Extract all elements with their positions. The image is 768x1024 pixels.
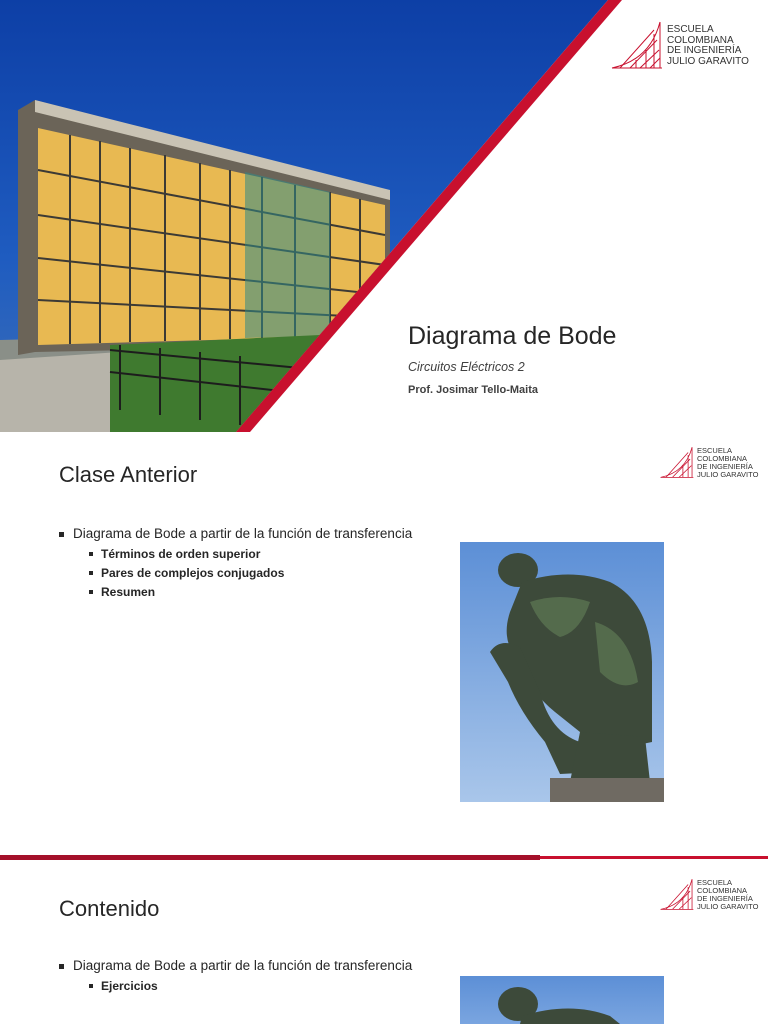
presentation-title: Diagrama de Bode: [408, 322, 617, 350]
slide-divider: [0, 855, 540, 860]
slide-heading: Clase Anterior: [59, 462, 198, 487]
school-logo: [659, 446, 758, 480]
logo-emblem-icon: [610, 20, 664, 72]
bullet-list: [59, 958, 412, 998]
list-item: Resumen: [59, 585, 412, 599]
school-logo: [610, 20, 749, 72]
logo-emblem-icon: [659, 446, 695, 480]
title-slide: [0, 0, 768, 432]
school-logo: [659, 878, 758, 912]
bullet-list: [59, 526, 412, 604]
logo-text: ESCUELA COLOMBIANA DE INGENIERÍA JULIO GARAVITO: [697, 446, 759, 479]
thinker-statue-image: [460, 976, 664, 1024]
logo-text: ESCUELA COLOMBIANA DE INGENIERÍA JULIO GARAVITO: [667, 24, 749, 67]
slide-heading: Contenido: [59, 896, 160, 921]
list-item: Diagrama de Bode a partir de la función de transferencia: [59, 958, 412, 973]
slide-divider-thin: [540, 856, 768, 859]
presentation-subtitle: Circuitos Eléctricos 2: [408, 360, 525, 374]
professor-name: Prof. Josimar Tello-Maita: [408, 384, 538, 396]
contents-slide: [0, 864, 768, 1024]
previous-class-slide: [0, 432, 768, 864]
list-item: Ejercicios: [59, 979, 412, 993]
thinker-statue-image: [460, 542, 664, 802]
list-item: Diagrama de Bode a partir de la función de transferencia: [59, 526, 412, 541]
list-item: Términos de orden superior: [59, 547, 412, 561]
logo-emblem-icon: [659, 878, 695, 912]
logo-text: ESCUELA COLOMBIANA DE INGENIERÍA JULIO GARAVITO: [697, 878, 759, 911]
list-item: Pares de complejos conjugados: [59, 566, 412, 580]
